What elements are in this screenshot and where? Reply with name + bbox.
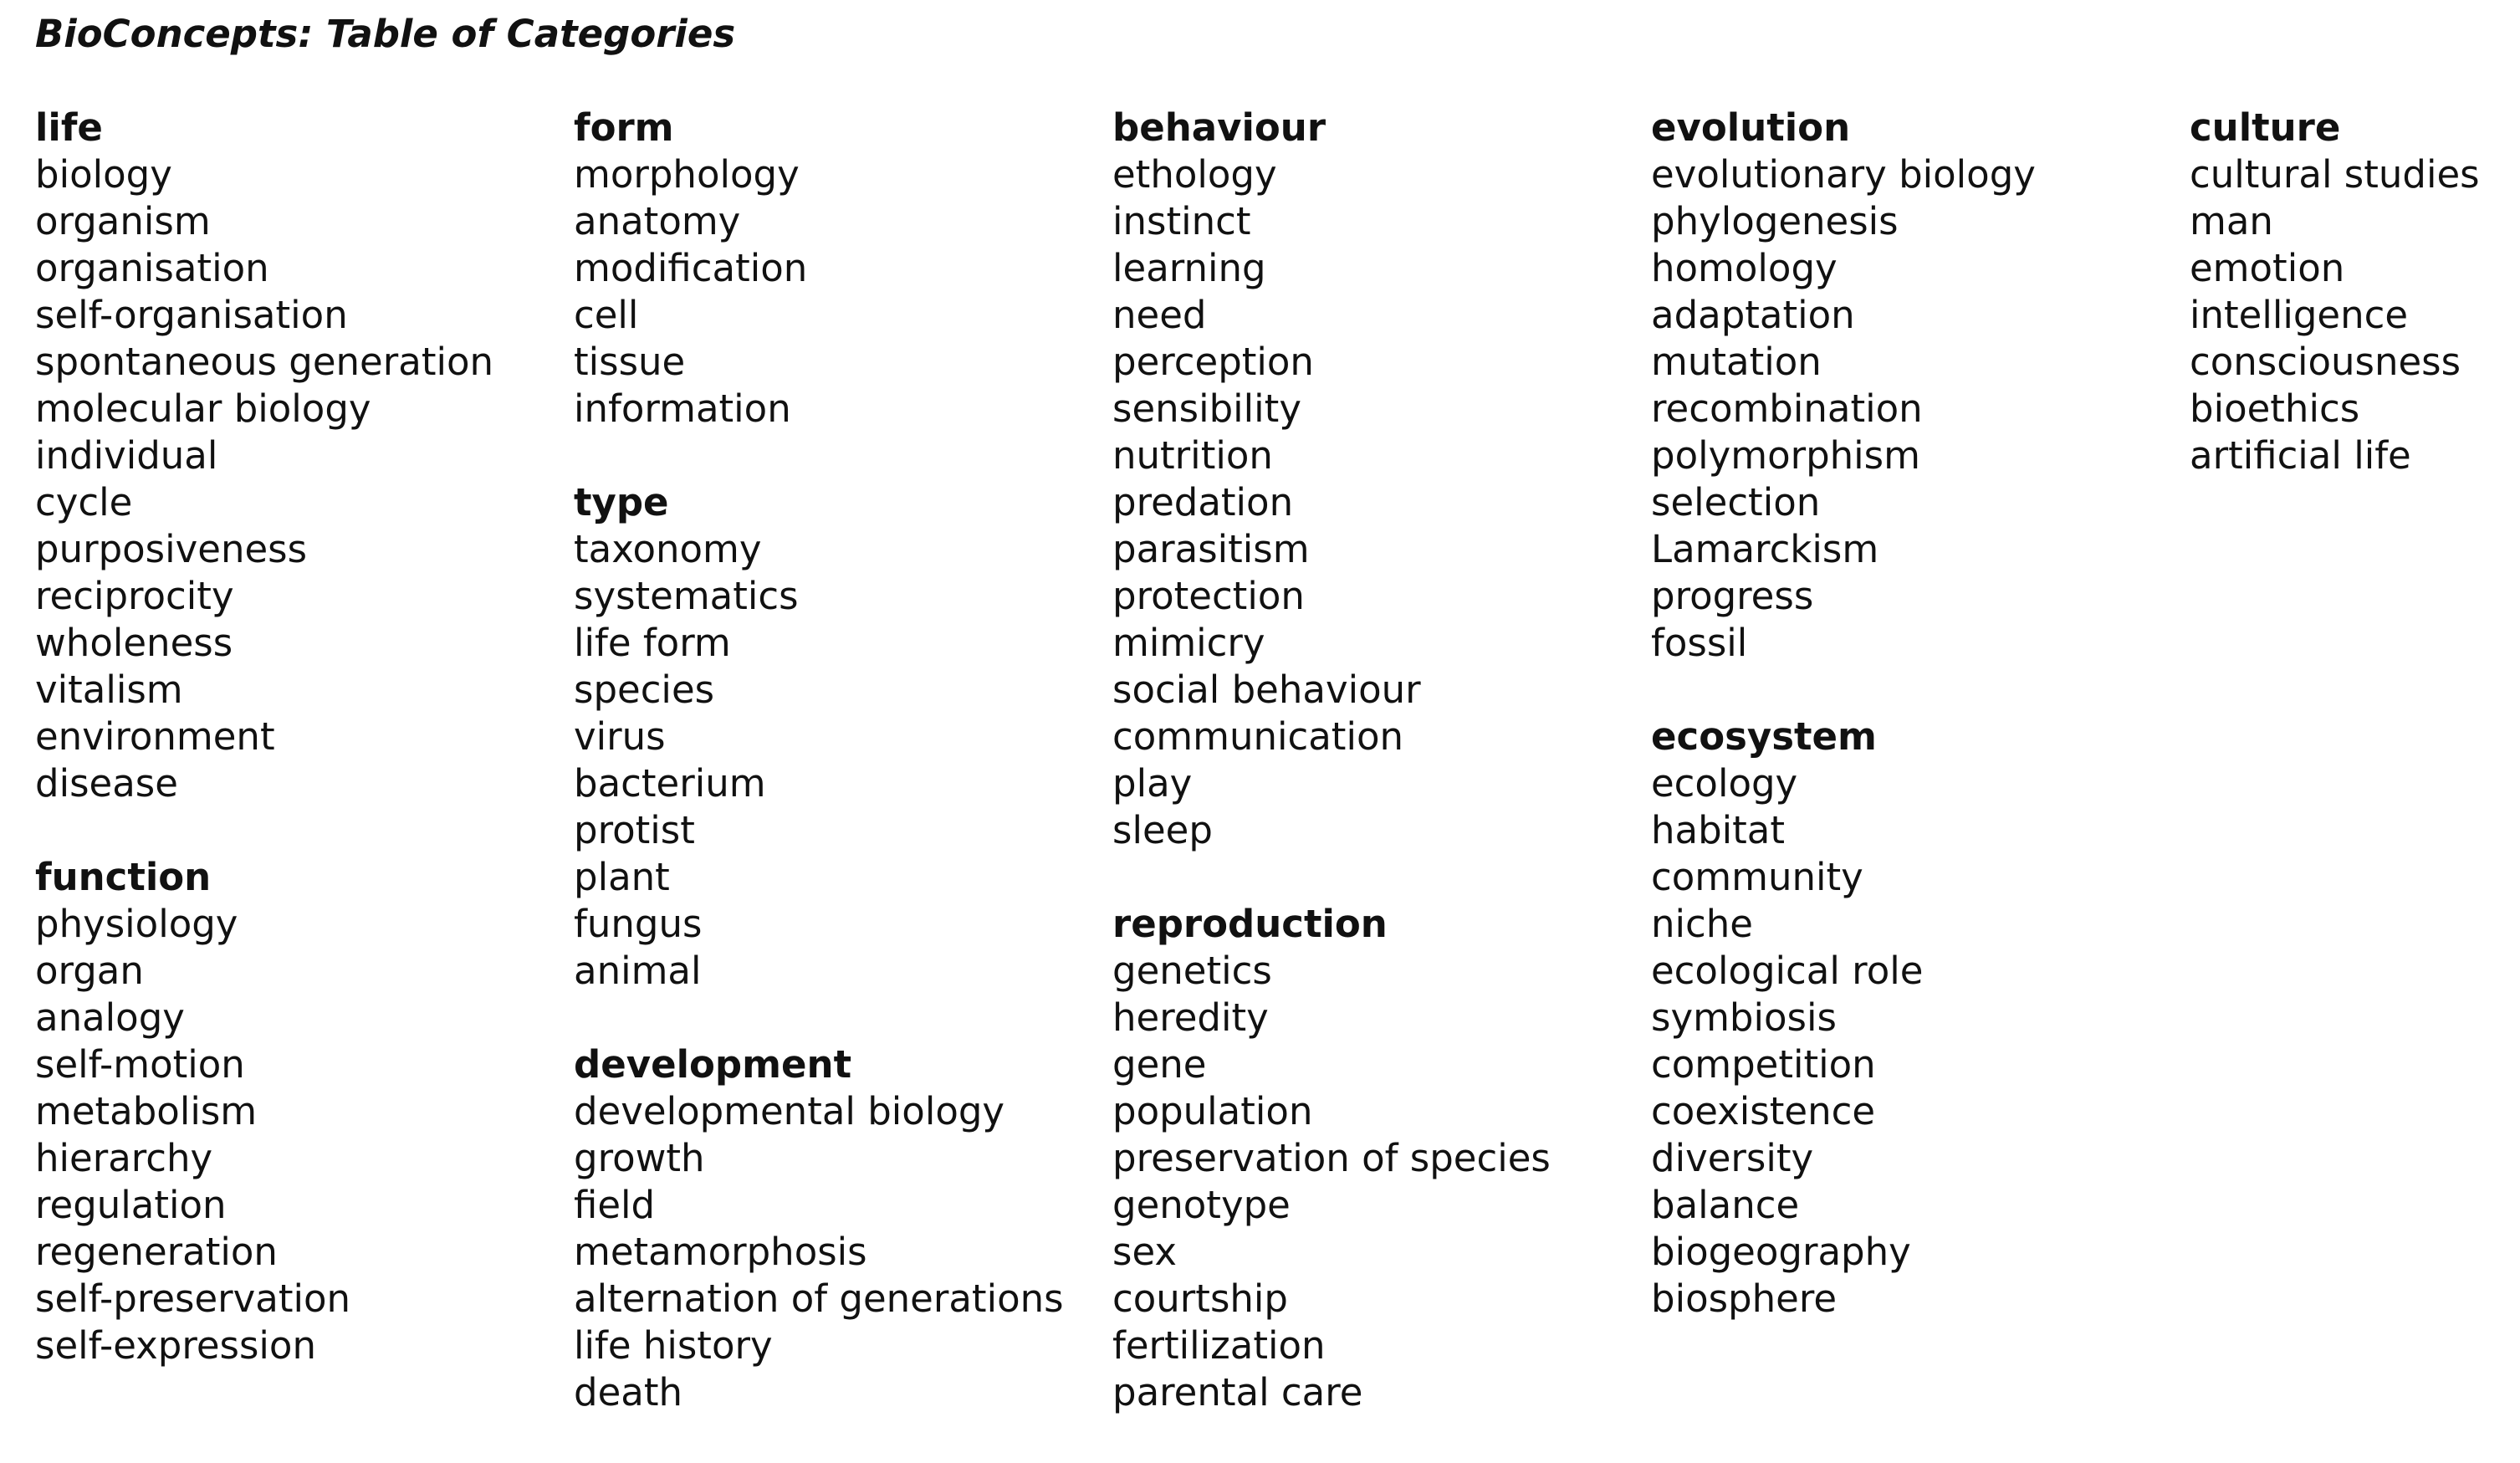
term-list: [574, 1088, 1109, 1416]
term-item: progress: [1651, 574, 1814, 618]
term-item: mimicry: [1112, 621, 1265, 665]
term-item: balance: [1651, 1183, 1800, 1227]
term-item: metabolism: [35, 1089, 258, 1133]
category-heading: development: [574, 1042, 852, 1087]
term-item: parental care: [1112, 1370, 1363, 1414]
term-list: [1651, 151, 2186, 667]
term-item: growth: [574, 1136, 705, 1180]
term-item: artificial life: [2190, 433, 2411, 478]
category-heading: evolution: [1651, 105, 1851, 150]
term-item: ecology: [1651, 761, 1798, 806]
term-item: systematics: [574, 574, 799, 618]
term-item: ethology: [1112, 152, 1277, 197]
category-group-type: [574, 479, 1109, 995]
term-item: reciprocity: [35, 574, 234, 618]
term-item: alternation of generations: [574, 1276, 1064, 1321]
term-item: self-motion: [35, 1042, 245, 1087]
term-item: cycle: [35, 480, 133, 524]
category-group-culture: [2190, 105, 2520, 479]
term-item: sleep: [1112, 808, 1213, 852]
term-item: bioethics: [2190, 386, 2360, 431]
term-list: [1651, 760, 2186, 1322]
term-item: self-organisation: [35, 293, 348, 337]
term-item: instinct: [1112, 199, 1251, 243]
category-group-development: [574, 1041, 1109, 1416]
page-title: BioConcepts: Table of Categories: [35, 12, 736, 56]
term-item: social behaviour: [1112, 668, 1421, 712]
term-item: life history: [574, 1323, 773, 1368]
category-group-ecosystem: [1651, 714, 2186, 1322]
term-item: phylogenesis: [1651, 199, 1899, 243]
term-item: analogy: [35, 995, 185, 1040]
term-item: organ: [35, 949, 144, 993]
term-item: selection: [1651, 480, 1821, 524]
term-item: physiology: [35, 902, 238, 946]
term-item: virus: [574, 714, 666, 759]
term-item: vitalism: [35, 668, 183, 712]
category-heading: behaviour: [1112, 105, 1326, 150]
term-item: metamorphosis: [574, 1230, 867, 1274]
term-item: parasitism: [1112, 527, 1310, 571]
term-item: morphology: [574, 152, 800, 197]
term-item: emotion: [2190, 246, 2345, 290]
term-item: nutrition: [1112, 433, 1273, 478]
term-item: man: [2190, 199, 2273, 243]
term-item: death: [574, 1370, 682, 1414]
term-item: biogeography: [1651, 1230, 1911, 1274]
term-item: adaptation: [1651, 293, 1855, 337]
term-item: cultural studies: [2190, 152, 2480, 197]
term-list: [35, 151, 570, 807]
category-heading: life: [35, 105, 103, 150]
term-list: [1112, 151, 1648, 854]
term-item: heredity: [1112, 995, 1269, 1040]
term-item: genetics: [1112, 949, 1272, 993]
term-list: [35, 901, 570, 1369]
term-item: organism: [35, 199, 211, 243]
term-list: [2190, 151, 2520, 479]
term-item: molecular biology: [35, 386, 371, 431]
term-item: developmental biology: [574, 1089, 1005, 1133]
term-item: purposiveness: [35, 527, 308, 571]
category-heading: reproduction: [1112, 902, 1388, 946]
term-item: intelligence: [2190, 293, 2409, 337]
term-item: recombination: [1651, 386, 1923, 431]
column-3: [1112, 105, 1648, 1463]
term-item: individual: [35, 433, 218, 478]
term-item: protist: [574, 808, 695, 852]
term-item: plant: [574, 855, 670, 899]
term-item: habitat: [1651, 808, 1786, 852]
term-item: animal: [574, 949, 702, 993]
term-item: self-preservation: [35, 1276, 351, 1321]
term-item: environment: [35, 714, 275, 759]
term-item: Lamarckism: [1651, 527, 1879, 571]
term-item: disease: [35, 761, 178, 806]
term-item: modification: [574, 246, 808, 290]
category-heading: culture: [2190, 105, 2341, 150]
term-item: polymorphism: [1651, 433, 1920, 478]
term-item: information: [574, 386, 791, 431]
term-item: fossil: [1651, 621, 1748, 665]
category-group-form: [574, 105, 1109, 432]
term-item: homology: [1651, 246, 1838, 290]
column-4: [1651, 105, 2186, 1369]
category-group-reproduction: [1112, 901, 1648, 1416]
term-item: fungus: [574, 902, 703, 946]
term-item: predation: [1112, 480, 1294, 524]
term-item: sex: [1112, 1230, 1177, 1274]
category-group-function: [35, 854, 570, 1369]
term-item: taxonomy: [574, 527, 762, 571]
term-item: biology: [35, 152, 172, 197]
term-item: fertilization: [1112, 1323, 1326, 1368]
category-heading: type: [574, 480, 669, 524]
category-group-evolution: [1651, 105, 2186, 667]
term-item: wholeness: [35, 621, 233, 665]
term-item: need: [1112, 293, 1207, 337]
term-item: regeneration: [35, 1230, 278, 1274]
category-heading: ecosystem: [1651, 714, 1877, 759]
term-item: life form: [574, 621, 731, 665]
term-item: genotype: [1112, 1183, 1291, 1227]
term-item: competition: [1651, 1042, 1876, 1087]
category-heading: function: [35, 855, 212, 899]
column-5: [2190, 105, 2520, 526]
term-item: tissue: [574, 340, 686, 384]
term-item: communication: [1112, 714, 1404, 759]
term-item: perception: [1112, 340, 1314, 384]
term-item: play: [1112, 761, 1193, 806]
term-item: sensibility: [1112, 386, 1301, 431]
term-list: [1112, 948, 1648, 1416]
term-item: niche: [1651, 902, 1753, 946]
term-item: symbiosis: [1651, 995, 1837, 1040]
term-item: spontaneous generation: [35, 340, 494, 384]
column-2: [574, 105, 1109, 1463]
category-group-life: [35, 105, 570, 807]
term-item: diversity: [1651, 1136, 1814, 1180]
term-list: [574, 526, 1109, 995]
term-item: hierarchy: [35, 1136, 213, 1180]
term-item: self-expression: [35, 1323, 316, 1368]
term-item: protection: [1112, 574, 1305, 618]
term-item: population: [1112, 1089, 1313, 1133]
term-item: anatomy: [574, 199, 741, 243]
term-item: regulation: [35, 1183, 227, 1227]
category-heading: form: [574, 105, 674, 150]
column-1: [35, 105, 570, 1416]
term-item: consciousness: [2190, 340, 2461, 384]
category-group-behaviour: [1112, 105, 1648, 854]
term-item: learning: [1112, 246, 1266, 290]
term-item: biosphere: [1651, 1276, 1838, 1321]
term-item: coexistence: [1651, 1089, 1876, 1133]
term-item: mutation: [1651, 340, 1822, 384]
term-item: gene: [1112, 1042, 1207, 1087]
term-item: field: [574, 1183, 656, 1227]
term-list: [574, 151, 1109, 432]
term-item: preservation of species: [1112, 1136, 1551, 1180]
term-item: bacterium: [574, 761, 766, 806]
term-item: community: [1651, 855, 1863, 899]
term-item: organisation: [35, 246, 269, 290]
term-item: evolutionary biology: [1651, 152, 2036, 197]
term-item: species: [574, 668, 715, 712]
term-item: courtship: [1112, 1276, 1288, 1321]
term-item: cell: [574, 293, 639, 337]
term-item: ecological role: [1651, 949, 1924, 993]
